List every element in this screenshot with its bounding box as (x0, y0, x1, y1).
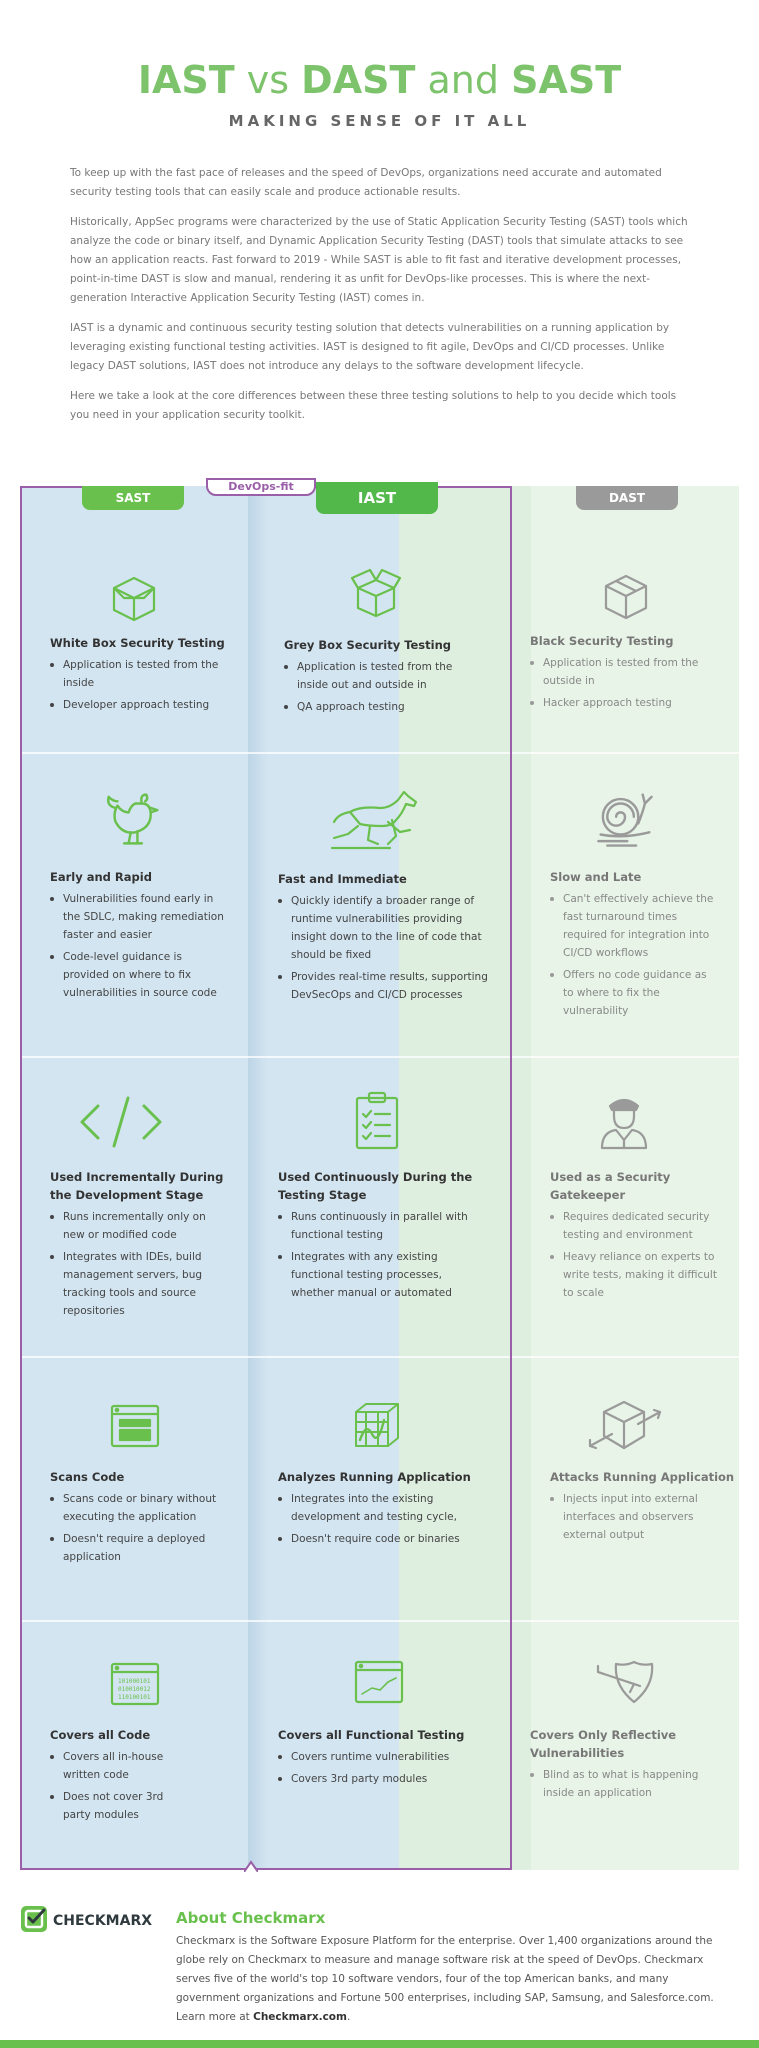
svg-text:101000101: 101000101 (118, 1678, 151, 1685)
list-item: Offers no code guidance as to where to fix the vulnerability (550, 966, 718, 1020)
shield-arrow-icon (594, 1658, 658, 1708)
list-item: Covers all in-house written code (50, 1748, 180, 1784)
list-item: Runs continuously in parallel with functional testing (278, 1208, 478, 1244)
list-item: Does not cover 3rd party modules (50, 1788, 180, 1824)
list-item: Injects input into external interfaces and observers external output (550, 1490, 710, 1544)
intro-text (70, 164, 689, 436)
list-item: Application is tested from the outside in (530, 654, 710, 690)
cell-title: Covers Only Reflective Vulnerabilities (530, 1728, 677, 1760)
cell-bullets (530, 1766, 710, 1806)
snail-icon (594, 788, 656, 850)
comparison-table (20, 480, 739, 1870)
cell-title: Grey Box Security Testing (284, 638, 452, 652)
cell-bullets (550, 1490, 710, 1548)
closed-box-icon (598, 568, 654, 624)
cell-title: Slow and Late (550, 870, 642, 884)
logo-text: CHECKMARX (53, 1913, 153, 1929)
cell-title: Analyzes Running Application (278, 1470, 471, 1484)
intro-paragraph: To keep up with the fast pace of releases and the speed of DevOps, organizations need accurate and automated security testing tools that can easily scale and produce actionable results. (70, 167, 662, 198)
cell-title: Covers all Functional Testing (278, 1728, 465, 1742)
cell-title: Fast and Immediate (278, 872, 407, 886)
list-item: Vulnerabilities found early in the SDLC, making remediation faster and easier (50, 890, 225, 944)
rooster-icon (102, 788, 164, 850)
list-item: Application is tested from the inside out and outside in (284, 658, 484, 694)
running-horse-icon (330, 786, 426, 850)
cell-bullets (530, 654, 710, 716)
list-item: Requires dedicated security testing and environment (550, 1208, 718, 1244)
cell-bullets (50, 656, 240, 718)
intro-paragraph: Historically, AppSec programs were characterized by the use of Static Application Security Testing (SAST) tools which analyze the code or binary itself, and Dynamic Application Security Testing (DAST) tools that simulate attacks to see how an application reacts. Fast forward to 2019 - While SAST is able to fit fast and iterative development processes, point-in-time DAST is slow and manual, rendering it as unfit for DevOps-like processes. This is where the next-generation Interactive Application Security Testing (IAST) comes in. (70, 216, 688, 304)
list-item: Covers 3rd party modules (278, 1770, 483, 1788)
list-item: Integrates with IDEs, build management servers, bug tracking tools and source repositories (50, 1248, 225, 1320)
open-box-icon (106, 570, 162, 626)
cell-title: Scans Code (50, 1470, 125, 1484)
cell-title: White Box Security Testing (50, 636, 225, 650)
cell-bullets (50, 1490, 230, 1570)
intro-paragraph: Here we take a look at the core differences between these three testing solutions to help to you decide which tools you need in your application security toolkit. (70, 390, 677, 421)
checkmarx-logo[interactable] (20, 1904, 160, 1934)
running-app-cube-icon (352, 1400, 402, 1450)
cell-bullets (50, 890, 225, 1006)
iast-column-header: IAST (316, 482, 438, 514)
svg-text:010010012: 010010012 (118, 1686, 151, 1693)
list-item: Doesn't require a deployed application (50, 1530, 230, 1566)
frame-notch (244, 1860, 258, 1872)
cell-bullets (550, 890, 718, 1024)
list-item: Code-level guidance is provided on where to fix vulnerabilities in source code (50, 948, 225, 1002)
devops-fit-label: DevOps-fit (206, 478, 316, 496)
cell-title: Covers all Code (50, 1728, 151, 1742)
list-item: Integrates with any existing functional testing processes, whether manual or automated (278, 1248, 478, 1302)
cell-bullets (50, 1748, 180, 1828)
cell-title: Early and Rapid (50, 870, 152, 884)
cell-title: Used Continuously During the Testing Stage (278, 1170, 473, 1202)
cell-bullets (50, 1208, 225, 1324)
about-heading: About Checkmarx (176, 1909, 326, 1927)
list-item: Runs incrementally only on new or modified code (50, 1208, 225, 1244)
intro-paragraph: IAST is a dynamic and continuous security testing solution that detects vulnerabilities on a running application by leveraging existing functional testing activities. IAST is designed to fit agile, DevOps and CI/CD processes. Unlike legacy DAST solutions, IAST does not introduce any delays to the software development lifecycle. (70, 322, 670, 372)
code-window-icon (110, 1404, 160, 1448)
checkmarx-link[interactable]: Checkmarx.com (253, 2011, 347, 2023)
sast-column-header: SAST (82, 486, 184, 510)
cell-bullets (550, 1208, 718, 1306)
cell-title: Used as a Security Gatekeeper (550, 1170, 671, 1202)
cell-bullets (278, 1208, 478, 1306)
svg-text:110100101: 110100101 (118, 1694, 151, 1701)
about-text: Checkmarx is the Software Exposure Platform for the enterprise. Over 1,400 organizations around the globe rely on Checkmarx to measure and manage software risk at the speed of DevOps. Checkmarx serves five of the world's top 10 software vendors, four of the top American banks, and many government organizations and Fortune 500 enterprises, including SAP, Samsung, and Salesforce.com. Learn more at Checkmarx.com. (176, 1935, 714, 2023)
list-item: Can't effectively achieve the fast turnaround times required for integration into CI/CD workflows (550, 890, 718, 962)
list-item: Application is tested from the inside (50, 656, 240, 692)
list-item: Integrates into the existing development and testing cycle, (278, 1490, 483, 1526)
clipboard-checklist-icon (352, 1090, 402, 1152)
list-item: Blind as to what is happening inside an application (530, 1766, 710, 1802)
cell-bullets (284, 658, 484, 720)
binary-window-icon (110, 1662, 160, 1706)
cell-title: Black Security Testing (530, 634, 674, 648)
code-brackets-icon (76, 1094, 166, 1150)
cell-title: Used Incrementally During the Development Stage (50, 1170, 224, 1202)
cell-bullets (278, 1490, 483, 1552)
graph-window-icon (354, 1660, 404, 1704)
list-item: Developer approach testing (50, 696, 240, 714)
list-item: Hacker approach testing (530, 694, 710, 712)
dast-column-header: DAST (576, 486, 678, 510)
list-item: Doesn't require code or binaries (278, 1530, 483, 1548)
page-title: IAST vs DAST and SAST (137, 58, 622, 102)
attacked-cube-icon (586, 1398, 664, 1454)
list-item: Covers runtime vulnerabilities (278, 1748, 483, 1766)
list-item: Quickly identify a broader range of runtime vulnerabilities providing insight down to the line of code that should be fixed (278, 892, 496, 964)
list-item: Provides real-time results, supporting DevSecOps and CI/CD processes (278, 968, 496, 1004)
list-item: QA approach testing (284, 698, 484, 716)
half-open-box-icon (348, 566, 404, 622)
list-item: Scans code or binary without executing the application (50, 1490, 230, 1526)
security-guard-icon (596, 1092, 652, 1152)
cell-bullets (278, 892, 496, 1008)
footer-bar (0, 2040, 759, 2048)
page-subtitle: MAKING SENSE OF IT ALL (228, 112, 531, 130)
list-item: Heavy reliance on experts to write tests, making it difficult to scale (550, 1248, 718, 1302)
cell-bullets (278, 1748, 483, 1792)
cell-title: Attacks Running Application (550, 1470, 735, 1484)
